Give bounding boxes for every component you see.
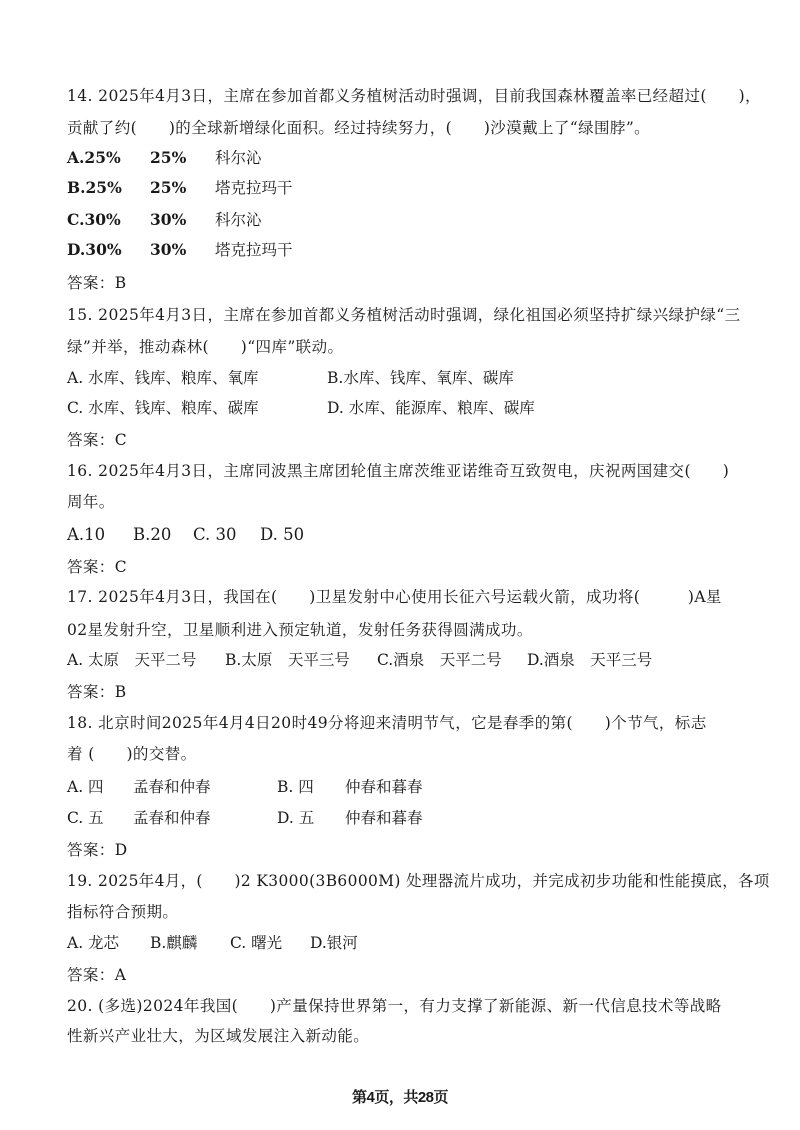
q14-option-d-letter: D.30% xyxy=(67,240,122,259)
q15-option-a: A. 水库、钱库、粮库、氧库 xyxy=(67,369,259,387)
q16-option-c: C. 30 xyxy=(193,525,237,544)
q19-answer: 答案：A xyxy=(67,966,127,984)
q15-answer: 答案：C xyxy=(67,431,127,449)
q15-option-d: D. 水库、能源库、粮库、碳库 xyxy=(327,399,535,417)
q16-stem-line1: 16. 2025年4月3日，主席同波黑主席团轮值主席茨维亚诺维奇互致贺电，庆祝两国建交( ) xyxy=(67,462,730,480)
q20-stem-line2: 性新兴产业壮大，为区域发展注入新动能。 xyxy=(67,1027,370,1045)
q16-option-b: B.20 xyxy=(133,525,172,544)
q17-option-d: D.酒泉 天平三号 xyxy=(527,651,653,669)
q19-option-a: A. 龙芯 xyxy=(67,934,120,952)
q18-option-b-text: 仲春和暮春 xyxy=(345,778,423,796)
q17-answer: 答案：B xyxy=(67,683,127,701)
q15-option-b: B.水库、钱库、氧库、碳库 xyxy=(327,369,514,387)
q18-option-a-text: 孟春和仲春 xyxy=(133,778,211,796)
q17-option-c: C.酒泉 天平二号 xyxy=(377,651,502,669)
q18-option-c-letter: C. 五 xyxy=(67,809,104,827)
q14-answer: 答案：B xyxy=(67,274,127,292)
q18-stem-line1: 18. 北京时间2025年4月4日20时49分将迎来清明节气，它是春季的第( )个节气，标志 xyxy=(67,714,707,732)
q20-stem-line1: 20. (多选)2024年我国( )产量保持世界第一，有力支撑了新能源、新一代信息技术等战略 xyxy=(67,997,722,1015)
q18-option-a-letter: A. 四 xyxy=(67,778,104,796)
q14-option-d-pct: 30% xyxy=(150,240,187,259)
q17-stem-line1: 17. 2025年4月3日，我国在( )卫星发射中心使用长征六号运载火箭，成功将( )A星 xyxy=(67,588,722,606)
q15-option-c: C. 水库、钱库、粮库、碳库 xyxy=(67,399,259,417)
q14-option-d-place: 塔克拉玛干 xyxy=(215,241,293,259)
q17-option-a: A. 太原 天平二号 xyxy=(67,651,197,669)
page-number: 第4页，共28页 xyxy=(351,1089,449,1106)
q14-option-b-pct: 25% xyxy=(150,178,187,197)
q14-option-a-pct: 25% xyxy=(150,148,187,167)
q15-stem-line1: 15. 2025年4月3日，主席在参加首都义务植树活动时强调，绿化祖国必须坚持扩绿兴绿护绿“三 xyxy=(67,306,741,324)
q14-option-a-place: 科尔沁 xyxy=(215,149,262,167)
q16-option-a: A.10 xyxy=(67,525,106,544)
q17-stem-line2: 02星发射升空，卫星顺利进入预定轨道，发射任务获得圆满成功。 xyxy=(67,621,533,639)
q14-option-b-place: 塔克拉玛干 xyxy=(215,179,293,197)
q19-stem-line2: 指标符合预期。 xyxy=(67,903,179,921)
q16-option-d: D. 50 xyxy=(260,525,305,544)
q18-option-b-letter: B. 四 xyxy=(277,778,314,796)
q18-option-d-letter: D. 五 xyxy=(277,809,315,827)
q17-option-b: B.太原 天平三号 xyxy=(225,651,350,669)
q14-option-b-letter: B.25% xyxy=(67,178,122,197)
q14-stem-line2: 贡献了约( )的全球新增绿化面积。经过持续努力，( )沙漠戴上了“绿围脖”。 xyxy=(67,119,651,137)
q14-option-a-letter: A.25% xyxy=(67,148,121,167)
q18-option-d-text: 仲春和暮春 xyxy=(345,809,423,827)
q18-answer: 答案：D xyxy=(67,841,128,859)
q14-option-c-pct: 30% xyxy=(150,210,187,229)
q19-option-d: D.银河 xyxy=(310,934,358,952)
q14-option-c-letter: C.30% xyxy=(67,210,121,229)
q18-option-c-text: 孟春和仲春 xyxy=(133,809,211,827)
q19-option-c: C. 曙光 xyxy=(230,934,283,952)
q14-option-c-place: 科尔沁 xyxy=(215,211,262,229)
q16-stem-line2: 周年。 xyxy=(67,493,115,511)
q15-stem-line2: 绿”并举，推动森林( )“四库”联动。 xyxy=(67,338,344,356)
q19-stem-line1: 19. 2025年4月，( )2 K3000(3B6000M) 处理器流片成功，并完成初步功能和性能摸底，各项 xyxy=(67,872,770,890)
q19-option-b: B.麒麟 xyxy=(150,934,198,952)
q14-stem-line1: 14. 2025年4月3日，主席在参加首都义务植树活动时强调，目前我国森林覆盖率已经超过( )， xyxy=(67,87,761,105)
q16-answer: 答案：C xyxy=(67,558,127,576)
q18-stem-line2: 着 ( )的交替。 xyxy=(67,745,197,763)
